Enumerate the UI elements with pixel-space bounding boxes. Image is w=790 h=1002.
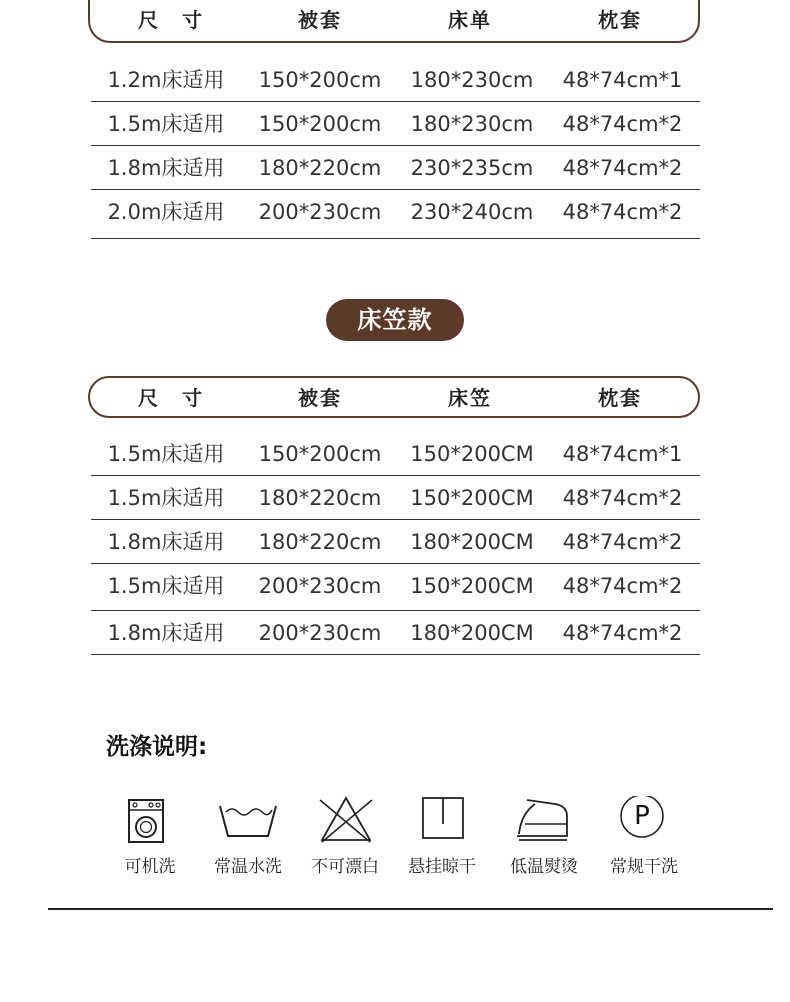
hang-dry-icon: [413, 796, 473, 844]
duvet-cell: 200*230cm: [258, 621, 382, 645]
fitted-sheet-cell: 150*200CM: [410, 486, 534, 510]
table-row: [91, 190, 700, 239]
size-cell: 1.8m床适用: [107, 530, 225, 554]
size-cell: 1.5m床适用: [107, 112, 225, 136]
table-row: [91, 476, 700, 520]
sheet-cell: 230*235cm: [410, 156, 534, 180]
size-cell: 1.5m床适用: [107, 486, 225, 510]
pillowcase-cell: 48*74cm*1: [562, 442, 683, 466]
duvet-cell: 180*220cm: [258, 486, 382, 510]
size-cell: 2.0m床适用: [107, 200, 225, 224]
table2-header: [88, 376, 700, 418]
table2-header-duvet: 被套: [298, 386, 342, 410]
table-row: [91, 520, 700, 564]
wash-label: 常规干洗: [610, 857, 678, 877]
wash-label: 悬挂晾干: [408, 857, 476, 877]
pillowcase-cell: 48*74cm*2: [562, 486, 683, 510]
bottom-divider: [48, 908, 773, 910]
table-row: [91, 102, 700, 146]
fitted-sheet-cell: 180*200CM: [410, 530, 534, 554]
table1-header-duvet: 被套: [298, 8, 342, 32]
sheet-cell: 230*240cm: [410, 200, 534, 224]
duvet-cell: 200*230cm: [258, 574, 382, 598]
wash-instructions-title: 洗涤说明:: [106, 734, 208, 760]
table-row: [91, 432, 700, 476]
table1-header-sheet: 床单: [448, 8, 492, 32]
table1-header: [88, 0, 700, 43]
duvet-cell: 180*220cm: [258, 530, 382, 554]
pillowcase-cell: 48*74cm*2: [562, 621, 683, 645]
duvet-cell: 150*200cm: [258, 112, 382, 136]
washing-machine-icon: [117, 796, 177, 844]
duvet-cell: 150*200cm: [258, 442, 382, 466]
wash-label: 常温水洗: [214, 857, 282, 877]
size-cell: 1.5m床适用: [107, 574, 225, 598]
sheet-cell: 180*230cm: [410, 68, 534, 92]
table-row: [91, 146, 700, 190]
table-row: [91, 611, 700, 655]
duvet-cell: 200*230cm: [258, 200, 382, 224]
table2-header-pillowcase: 枕套: [598, 386, 642, 410]
fitted-sheet-section-badge: 床笠款: [326, 299, 464, 341]
sheet-cell: 180*230cm: [410, 112, 534, 136]
table2-header-fitted-sheet: 床笠: [448, 386, 492, 410]
no-bleach-icon: [316, 796, 376, 844]
size-cell: 1.2m床适用: [107, 68, 225, 92]
table2-header-size: 尺 寸: [138, 386, 204, 410]
dry-clean-p-glyph: P: [634, 801, 650, 831]
table1-header-size: 尺 寸: [138, 8, 204, 32]
fitted-sheet-cell: 150*200CM: [410, 442, 534, 466]
wash-label: 可机洗: [124, 857, 176, 877]
fitted-sheet-cell: 150*200CM: [410, 574, 534, 598]
table-row: [91, 564, 700, 611]
pillowcase-cell: 48*74cm*2: [562, 200, 683, 224]
pillowcase-cell: 48*74cm*1: [562, 68, 683, 92]
warm-water-wash-icon: [218, 796, 278, 844]
size-cell: 1.5m床适用: [107, 442, 225, 466]
pillowcase-cell: 48*74cm*2: [562, 112, 683, 136]
pillowcase-cell: 48*74cm*2: [562, 574, 683, 598]
fitted-sheet-cell: 180*200CM: [410, 621, 534, 645]
pillowcase-cell: 48*74cm*2: [562, 530, 683, 554]
table1-header-pillowcase: 枕套: [598, 8, 642, 32]
table-row: [91, 58, 700, 102]
wash-label: 不可漂白: [311, 857, 379, 877]
size-cell: 1.8m床适用: [107, 156, 225, 180]
pillowcase-cell: 48*74cm*2: [562, 156, 683, 180]
duvet-cell: 150*200cm: [258, 68, 382, 92]
dry-clean-p-icon: [614, 796, 674, 844]
wash-label: 低温熨烫: [510, 857, 578, 877]
low-temp-iron-icon: [513, 796, 573, 844]
duvet-cell: 180*220cm: [258, 156, 382, 180]
size-cell: 1.8m床适用: [107, 621, 225, 645]
